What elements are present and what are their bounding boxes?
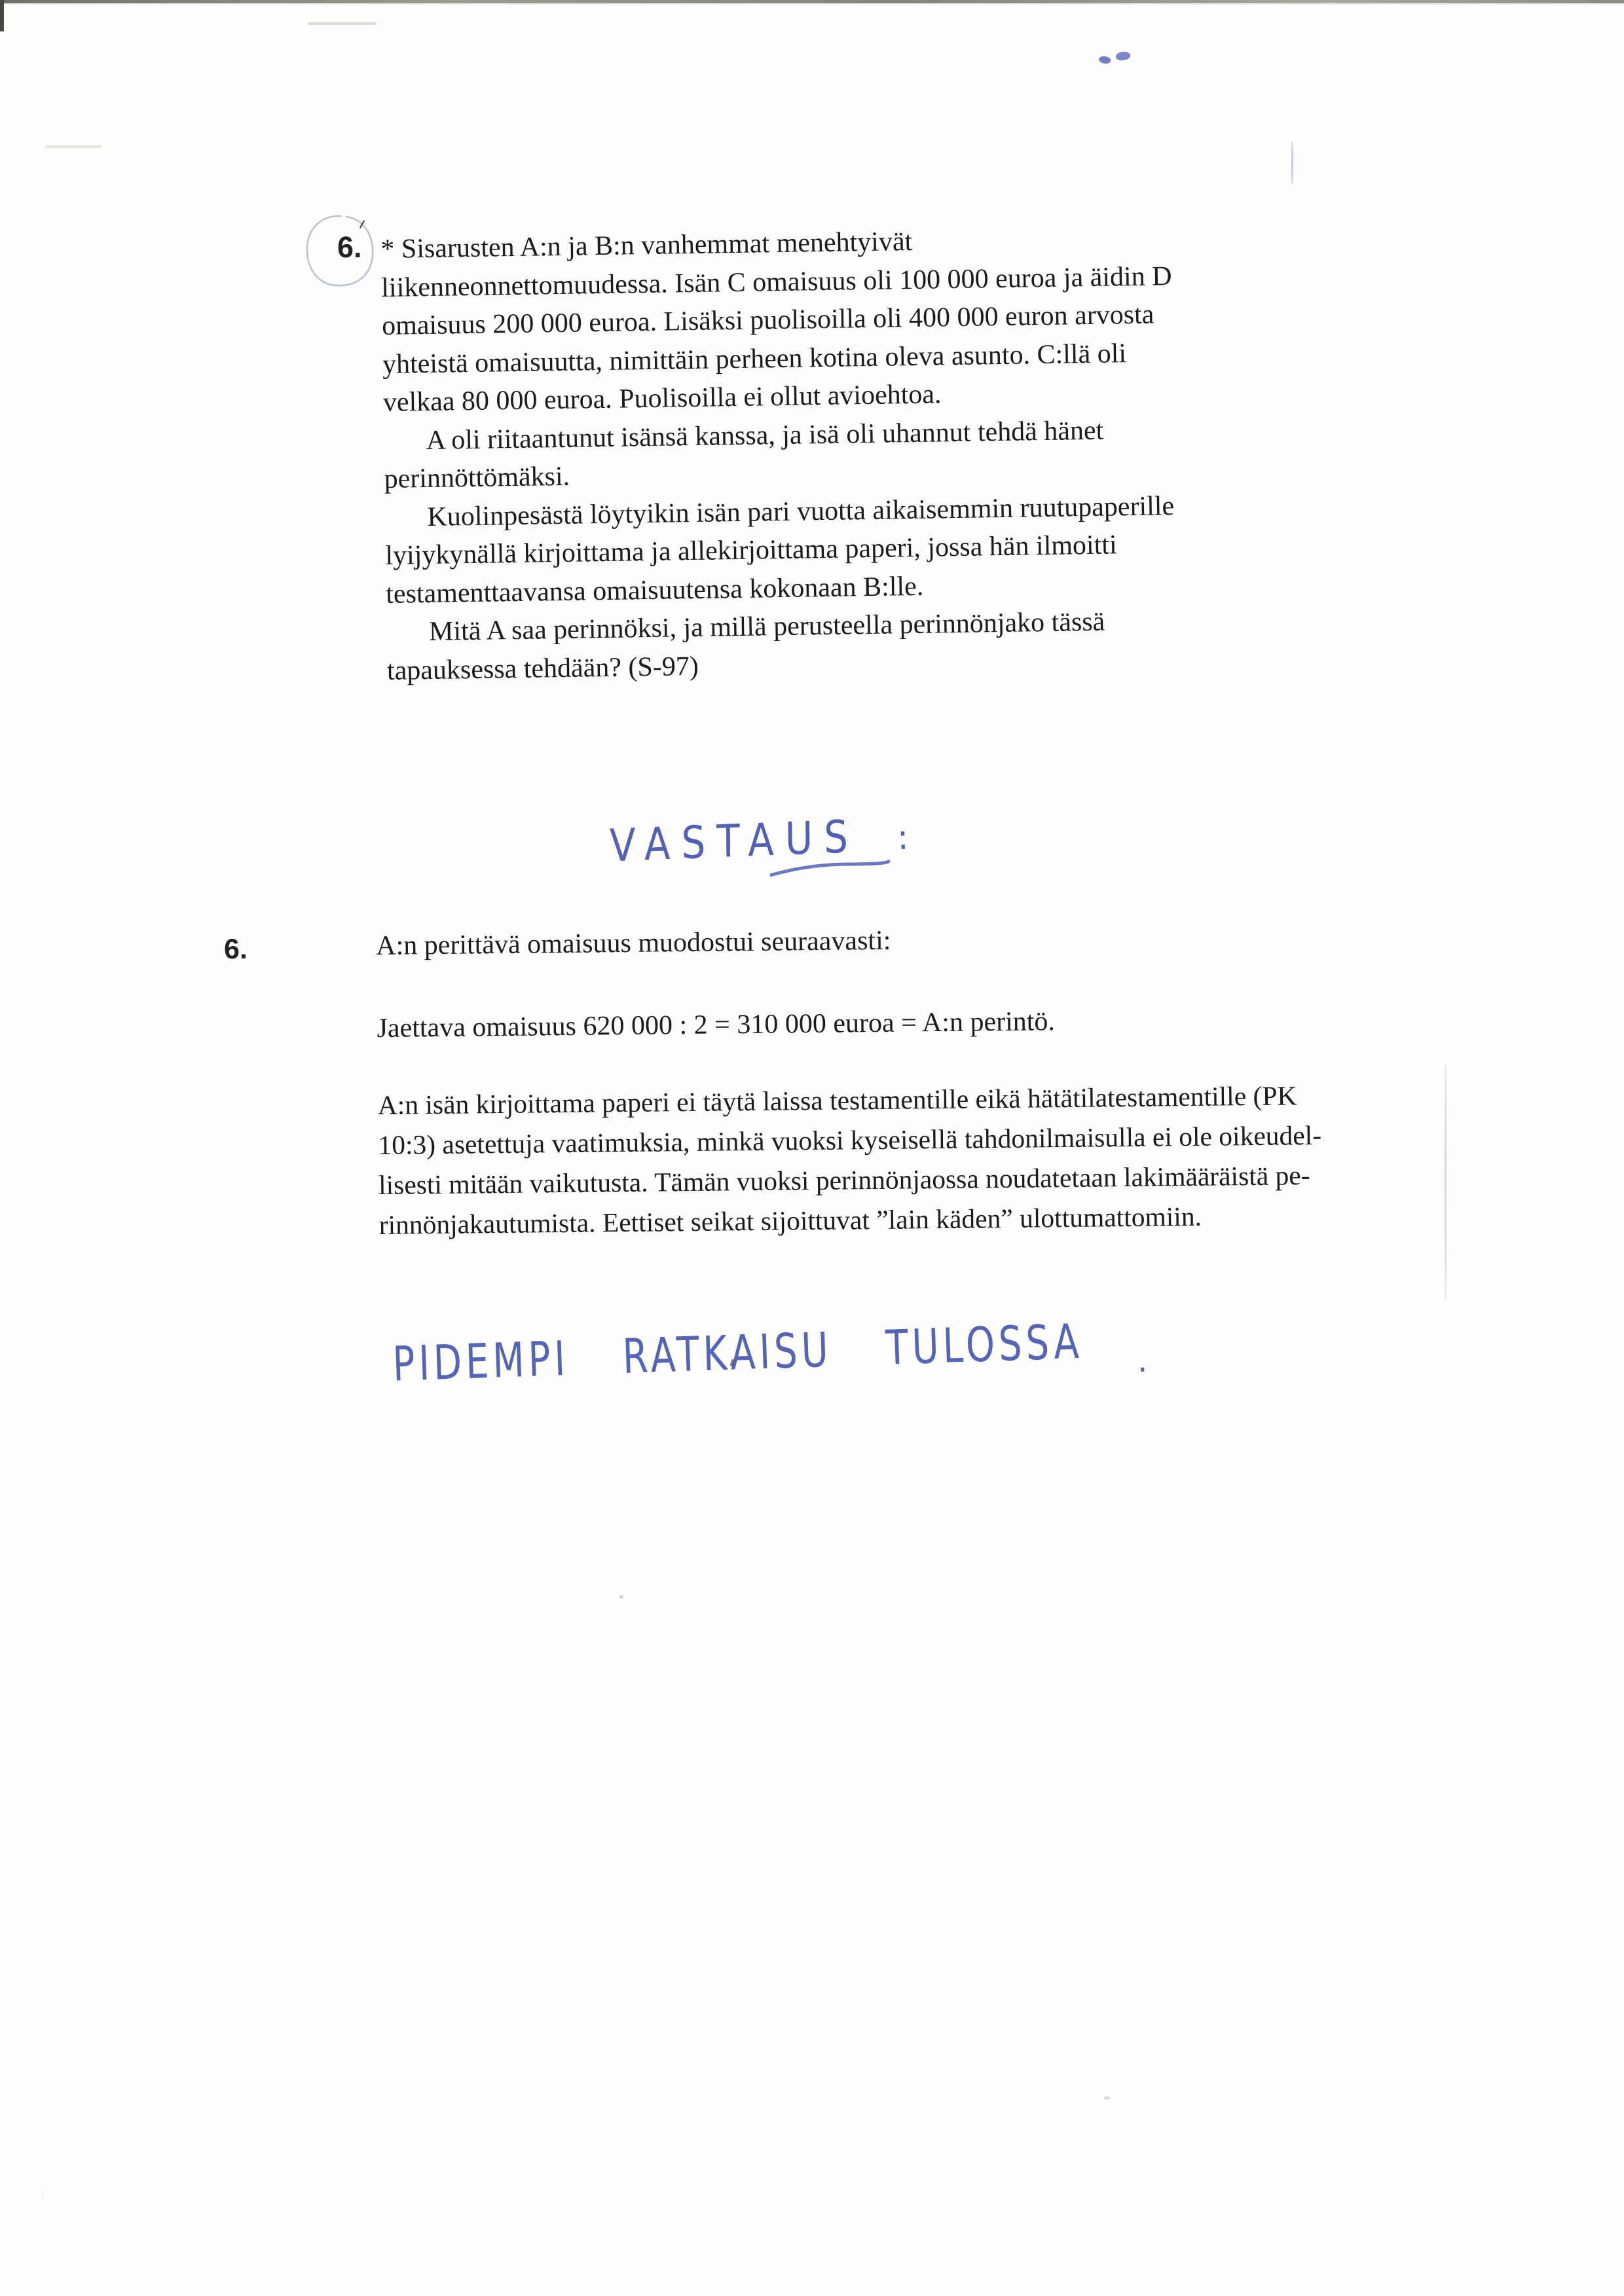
handwritten-note bbox=[392, 1314, 1149, 1393]
answer-text-line: rinnönjakautumista. Eettiset seikat sijoittuvat ”lain käden” ulottumattomiin. bbox=[378, 1201, 1202, 1240]
scan-smudge-dash bbox=[45, 145, 101, 148]
handwritten-word: TULOSSA bbox=[885, 1314, 1084, 1377]
faint-pen-line bbox=[1291, 141, 1293, 185]
handwritten-period: . bbox=[1136, 1341, 1149, 1380]
scan-edge-artifact-top-light bbox=[0, 3, 1624, 5]
question-text-block bbox=[380, 217, 1291, 690]
scan-smudge-dash bbox=[308, 22, 377, 25]
answer-text-block bbox=[376, 919, 1466, 1245]
question-text-line: tapauksessa tehdään? (S-97) bbox=[386, 651, 699, 686]
answer-text-line: A:n isän kirjoittama paperi ei täytä laissa testamentille eikä hätätilatestamentille (PK bbox=[377, 1080, 1297, 1120]
handwritten-answer-heading bbox=[608, 810, 910, 872]
question-text-line: Mitä A saa perinnöksi, ja millä perusteella perinnönjako tässä bbox=[428, 606, 1105, 647]
question-number-group bbox=[298, 211, 383, 296]
scan-speck bbox=[41, 2188, 59, 2206]
answer-paragraph bbox=[377, 1074, 1466, 1245]
question-text-line: liikenneonnettomuudessa. Isän C omaisuus oli 100 000 euroa ja äidin D bbox=[380, 261, 1172, 303]
question-text-line: omaisuus 200 000 euroa. Lisäksi puolisoilla oli 400 000 euron arvosta bbox=[381, 299, 1154, 341]
scan-speck bbox=[1104, 2096, 1110, 2100]
scan-edge-artifact-left bbox=[0, 0, 4, 31]
handwritten-word: RATKAISU bbox=[621, 1322, 834, 1385]
blue-ink-smudge bbox=[1115, 50, 1131, 62]
question-text-line: A oli riitaantunut isänsä kanssa, ja isä oli uhannut tehdä hänet bbox=[426, 415, 1104, 456]
question-text-line: testamenttaavansa omaisuutensa kokonaan B:lle. bbox=[385, 571, 924, 610]
question-text-line: Kuolinpesästä löytyikin isän pari vuotta aikaisemmin ruutupaperille bbox=[427, 490, 1175, 532]
answer-text-line: lisesti mitään vaikutusta. Tämän vuoksi perinnönjaossa noudatetaan lakimääräistä pe- bbox=[378, 1160, 1310, 1200]
answer-number: 6. bbox=[223, 933, 248, 966]
blue-ink-smudge bbox=[1098, 55, 1111, 65]
handwritten-colon: : bbox=[896, 818, 910, 858]
answer-text-line: 10:3) asetettuja vaatimuksia, minkä vuoksi kyseisellä tahdonilmaisulla ei ole oikeudel- bbox=[378, 1120, 1322, 1160]
scan-speck bbox=[619, 1595, 623, 1599]
question-text-line: velkaa 80 000 euroa. Puolisoilla ei ollut avioehtoa. bbox=[382, 379, 942, 418]
handwritten-word: VASTAUS bbox=[609, 810, 860, 872]
answer-calculation-line: Jaettava omaisuus 620 000 : 2 = 310 000 euroa = A:n perintö. bbox=[377, 1006, 1056, 1044]
question-text-line: yhteistä omaisuutta, nimittäin perheen kotina oleva asunto. C:llä oli bbox=[382, 338, 1127, 380]
question-text-line: lyijykynällä kirjoittama ja allekirjoittama paperi, jossa hän ilmoitti bbox=[385, 530, 1117, 571]
question-text-line: perinnöttömäksi. bbox=[384, 461, 570, 494]
question-number: 6. bbox=[337, 230, 362, 264]
handwritten-word: PIDEMPI bbox=[392, 1331, 570, 1393]
question-text-line: * Sisarusten A:n ja B:n vanhemmat menehtyivät bbox=[380, 226, 913, 264]
answer-intro-line: A:n perittävä omaisuus muodostui seuraavasti: bbox=[376, 925, 891, 961]
